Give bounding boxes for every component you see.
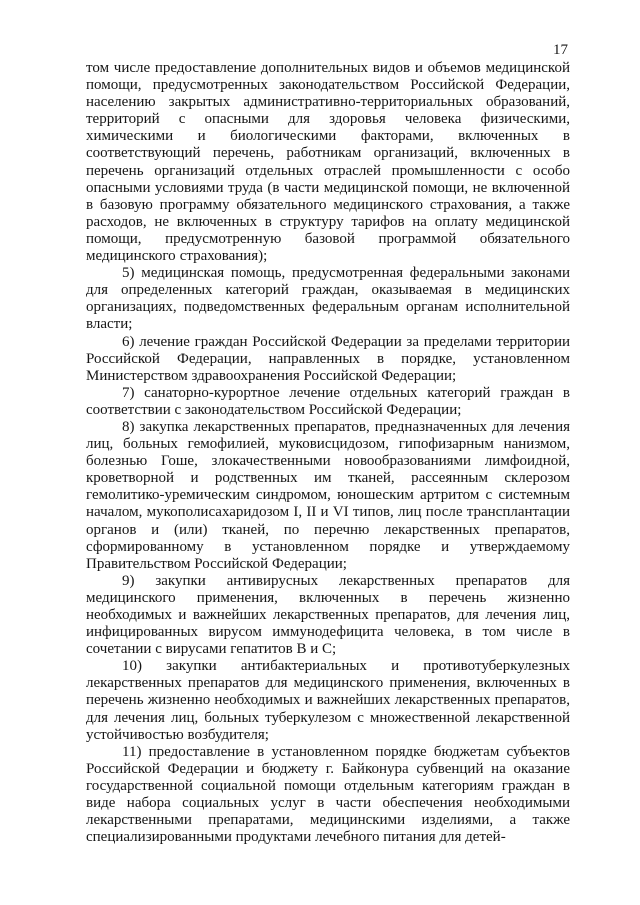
- paragraph-item-8: 8) закупка лекарственных препаратов, предназначенных для лечения лиц, больных гемофилией, муковисцидозом, гипофизарным нанизмом, болезнью Гоше, злокачественными новообразованиями лимфоидной, кроветворной и родственных им тканей, рассеянным склерозом гемолитико-уремическим синдромом, юношеским артритом с системным началом, мукополисахаридозом I, II и VI типов, лиц после трансплантации органов и (или) тканей, по перечню лекарственных препаратов, сформированному в установленном порядке и утверждаемому Правительством Российской Федерации;: [86, 418, 570, 572]
- document-body: [86, 60, 570, 846]
- paragraph-continuation: том числе предоставление дополнительных видов и объемов медицинской помощи, предусмотренных законодательством Российской Федерации, населению закрытых административно-территориальных образований, территорий с опасными для здоровья человека физическими, химическими и биологическими факторами, включенных в соответствующий перечень, работникам организаций, включенных в перечень организаций отдельных отраслей промышленности с особо опасными условиями труда (в части медицинской помощи, не включенной в базовую программу обязательного медицинского страхования, а также расходов, не включенных в структуру тарифов на оплату медицинской помощи, предусмотренную базовой программой обязательного медицинского страхования);: [86, 60, 570, 265]
- paragraph-item-11: 11) предоставление в установленном порядке бюджетам субъектов Российской Федерации и бюджету г. Байконура субвенций на оказание государственной социальной помощи отдельным категориям граждан в виде набора социальных услуг в части обеспечения необходимыми лекарственными препаратами, медицинскими изделиями, а также специализированными продуктами лечебного питания для детей-: [86, 743, 570, 846]
- paragraph-item-9: 9) закупки антивирусных лекарственных препаратов для медицинского применения, включенных в перечень жизненно необходимых и важнейших лекарственных препаратов, для лечения лиц, инфицированных вирусом иммунодефицита человека, в том числе в сочетании с вирусами гепатитов B и C;: [86, 572, 570, 658]
- paragraph-item-10: 10) закупки антибактериальных и противотуберкулезных лекарственных препаратов для медицинского применения, включенных в перечень жизненно необходимых и важнейших лекарственных препаратов, для лечения лиц, больных туберкулезом с множественной лекарственной устойчивостью возбудителя;: [86, 658, 570, 743]
- paragraph-item-5: 5) медицинская помощь, предусмотренная федеральными законами для определенных категорий граждан, оказываемая в медицинских организациях, подведомственных федеральным органам исполнительной власти;: [86, 265, 570, 333]
- paragraph-item-6: 6) лечение граждан Российской Федерации за пределами территории Российской Федерации, направленных в порядке, установленном Министерством здравоохранения Российской Федерации;: [86, 333, 570, 384]
- page-number: 17: [553, 42, 568, 58]
- paragraph-item-7: 7) санаторно-курортное лечение отдельных категорий граждан в соответствии с законодательством Российской Федерации;: [86, 384, 570, 418]
